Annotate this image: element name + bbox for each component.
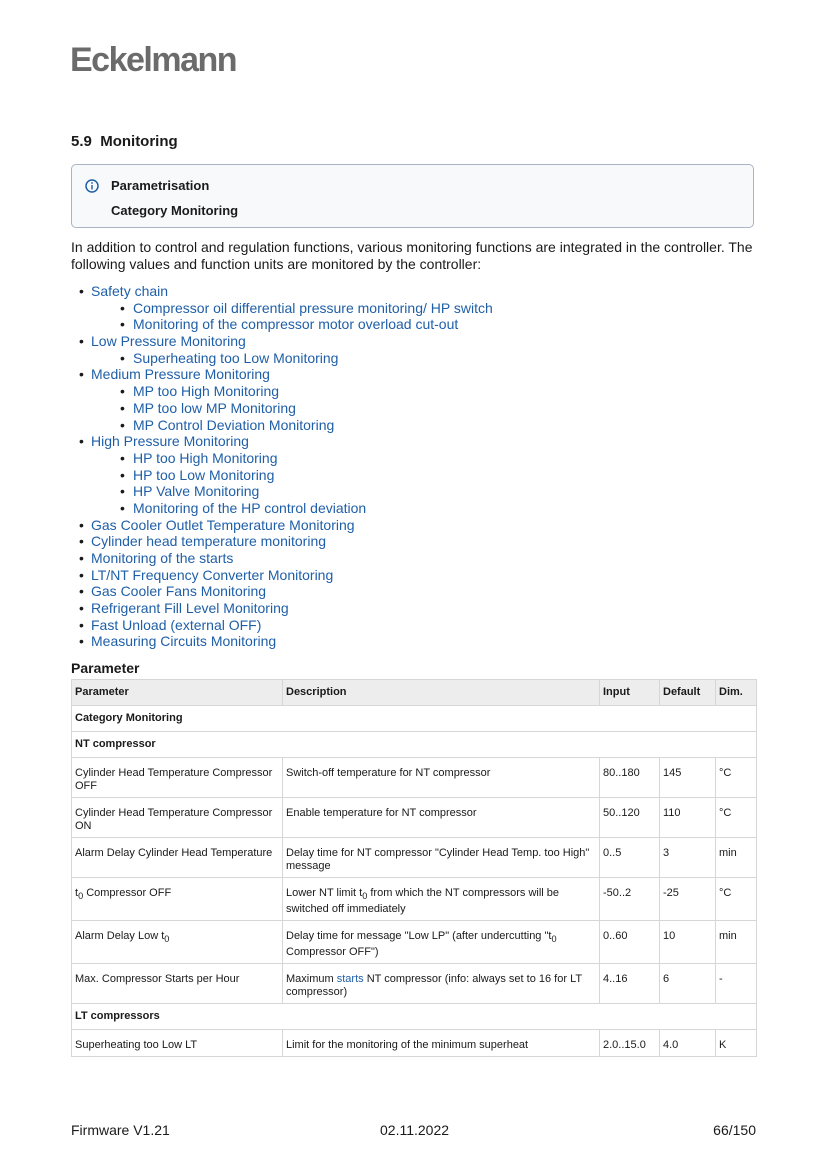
param-name: Superheating too Low LT: [72, 1030, 283, 1057]
starts-link[interactable]: starts: [336, 973, 364, 986]
section-number: 5.9: [71, 133, 92, 150]
bullet: •: [79, 550, 84, 566]
bullet: •: [120, 316, 125, 333]
footer-firmware: Firmware V1.21: [71, 1122, 170, 1138]
bullet: •: [79, 533, 84, 550]
list-item: [71, 517, 671, 534]
param-dim: °C: [716, 878, 757, 921]
column-header: Description: [283, 680, 600, 706]
column-header: Default: [660, 680, 716, 706]
monitoring-link[interactable]: Refrigerant Fill Level Monitoring: [91, 600, 289, 617]
group-row: [72, 732, 757, 758]
list-item: [71, 533, 671, 550]
bullet: •: [79, 366, 84, 383]
param-name: Alarm Delay Low $t_0$: [72, 921, 283, 964]
bullet: •: [79, 283, 84, 299]
param-default: -25: [660, 878, 716, 921]
table-row: [72, 921, 757, 964]
monitoring-link[interactable]: Cylinder head temperature monitoring: [91, 533, 327, 550]
monitoring-link[interactable]: High Pressure Monitoring: [91, 433, 249, 450]
monitoring-link[interactable]: Monitoring of the compressor motor overload cut-out: [133, 316, 459, 333]
category-label: Category Monitoring: [72, 706, 757, 732]
group-row: [72, 1004, 757, 1030]
param-dim: -: [716, 964, 757, 1004]
param-name: $t_0$ Compressor OFF: [72, 878, 283, 921]
group-label-lt: LT compressors: [72, 1004, 757, 1030]
monitoring-link[interactable]: Gas Cooler Fans Monitoring: [91, 583, 267, 600]
param-input: 80..180: [600, 758, 660, 798]
monitoring-link[interactable]: Fast Unload (external OFF): [91, 616, 262, 633]
param-default: 6: [660, 964, 716, 1004]
list-item: [71, 550, 671, 567]
info-line-category: Category Monitoring: [111, 203, 239, 218]
list-item: [71, 600, 671, 617]
param-description: Lower NT limit $t_0$ from which the NT compressors will be switched off immediately: [283, 878, 600, 921]
param-dim: K: [716, 1030, 757, 1057]
monitoring-link[interactable]: MP too High Monitoring: [133, 383, 280, 400]
info-box: [71, 164, 754, 228]
column-header: Input: [600, 680, 660, 706]
bullet: •: [79, 633, 84, 650]
monitoring-link[interactable]: Safety chain: [91, 283, 169, 299]
info-icon: [85, 179, 99, 193]
company-logo: Eckelmann: [70, 41, 237, 79]
param-input: 50..120: [600, 798, 660, 838]
param-input: -50..2: [600, 878, 660, 921]
list-item: [71, 333, 671, 350]
list-item: [71, 633, 671, 650]
list-item: [71, 316, 671, 333]
monitoring-link[interactable]: Medium Pressure Monitoring: [91, 366, 270, 383]
table-row: [72, 878, 757, 921]
footer-date: 02.11.2022: [380, 1122, 450, 1138]
param-dim: min: [716, 838, 757, 878]
param-dim: °C: [716, 758, 757, 798]
param-default: 10: [660, 921, 716, 964]
bullet: •: [79, 583, 84, 600]
param-description: Delay time for message "Low LP" (after undercutting "$t_0$ Compressor OFF"): [283, 921, 600, 964]
category-row: [72, 706, 757, 732]
table-header-row: [72, 680, 757, 706]
param-name: Cylinder Head Temperature Compressor ON: [72, 798, 283, 838]
param-description: Switch-off temperature for NT compressor: [283, 758, 600, 798]
list-item: [71, 567, 671, 584]
bullet: •: [79, 566, 84, 583]
bullet: •: [120, 399, 125, 416]
bullet: •: [79, 333, 84, 350]
monitoring-link[interactable]: HP too High Monitoring: [133, 449, 278, 466]
bullet: •: [120, 349, 125, 366]
param-description: Enable temperature for NT compressor: [283, 798, 600, 838]
table-row: [72, 758, 757, 798]
monitoring-link[interactable]: Monitoring of the HP control deviation: [133, 499, 367, 516]
param-input: 0..60: [600, 921, 660, 964]
intro-paragraph: In addition to control and regulation functions, various monitoring functions are integrated in the controller. The following values and function units are monitored by the controller:: [71, 239, 753, 272]
monitoring-link[interactable]: Monitoring of the starts: [91, 550, 234, 566]
section-title-text: Monitoring: [100, 133, 178, 150]
param-default: 3: [660, 838, 716, 878]
param-dim: °C: [716, 798, 757, 838]
monitoring-link[interactable]: MP too low MP Monitoring: [133, 399, 296, 416]
table-row: [72, 838, 757, 878]
monitoring-link[interactable]: MP Control Deviation Monitoring: [133, 416, 335, 433]
param-name: Alarm Delay Cylinder Head Temperature: [72, 838, 283, 878]
monitoring-link[interactable]: Gas Cooler Outlet Temperature Monitoring: [91, 516, 355, 533]
param-name: Cylinder Head Temperature Compressor OFF: [72, 758, 283, 798]
bullet: •: [120, 416, 125, 433]
monitoring-link[interactable]: HP too Low Monitoring: [133, 466, 275, 483]
monitoring-link[interactable]: HP Valve Monitoring: [133, 483, 260, 500]
list-item: [71, 417, 671, 434]
list-item: [71, 350, 671, 367]
param-default: 145: [660, 758, 716, 798]
list-item: [71, 583, 671, 600]
bullet: •: [120, 383, 125, 400]
column-header: Parameter: [72, 680, 283, 706]
bullet: •: [79, 433, 84, 450]
bullet: •: [120, 449, 125, 466]
table-row: [72, 798, 757, 838]
monitoring-link[interactable]: Superheating too Low Monitoring: [133, 349, 339, 366]
footer-page-number: 66/150: [713, 1122, 756, 1138]
list-item: [71, 483, 671, 500]
parameter-table: [71, 679, 757, 1057]
list-item: [71, 617, 671, 634]
monitoring-link[interactable]: Low Pressure Monitoring: [91, 333, 246, 350]
bullet: •: [79, 600, 84, 617]
param-description: Delay time for NT compressor "Cylinder Head Temp. too High" message: [283, 838, 600, 878]
param-default: 110: [660, 798, 716, 838]
param-description: Maximum starts NT compressor (info: always set to 16 for LT compressor): [283, 964, 600, 1004]
param-input: 2.0..15.0: [600, 1030, 660, 1057]
table-row: [72, 964, 757, 1004]
bullet: •: [120, 483, 125, 500]
list-item: [71, 383, 671, 400]
section-title: [71, 133, 178, 150]
bullet: •: [79, 616, 84, 633]
list-item: [71, 366, 671, 383]
column-header: Dim.: [716, 680, 757, 706]
list-item: [71, 400, 671, 417]
param-name: Max. Compressor Starts per Hour: [72, 964, 283, 1004]
table-row: [72, 1030, 757, 1057]
list-item: [71, 450, 671, 467]
param-input: 0..5: [600, 838, 660, 878]
group-label-nt: NT compressor: [72, 732, 757, 758]
list-item: [71, 283, 671, 300]
monitoring-link[interactable]: LT/NT Frequency Converter Monitoring: [91, 566, 334, 583]
monitoring-link[interactable]: Measuring Circuits Monitoring: [91, 633, 277, 650]
param-default: 4.0: [660, 1030, 716, 1057]
list-item: [71, 467, 671, 484]
monitoring-link-list: [71, 283, 671, 650]
list-item: [71, 433, 671, 450]
list-item: [71, 500, 671, 517]
param-description: Limit for the monitoring of the minimum superheat: [283, 1030, 600, 1057]
bullet: •: [120, 499, 125, 516]
bullet: •: [120, 466, 125, 483]
list-item: [71, 300, 671, 317]
monitoring-link[interactable]: Compressor oil differential pressure monitoring/ HP switch: [133, 299, 493, 316]
param-dim: min: [716, 921, 757, 964]
bullet: •: [79, 516, 84, 533]
parameter-heading: Parameter: [71, 660, 140, 676]
param-input: 4..16: [600, 964, 660, 1004]
info-line-parametrisation: Parametrisation: [111, 178, 210, 193]
bullet: •: [120, 299, 125, 316]
